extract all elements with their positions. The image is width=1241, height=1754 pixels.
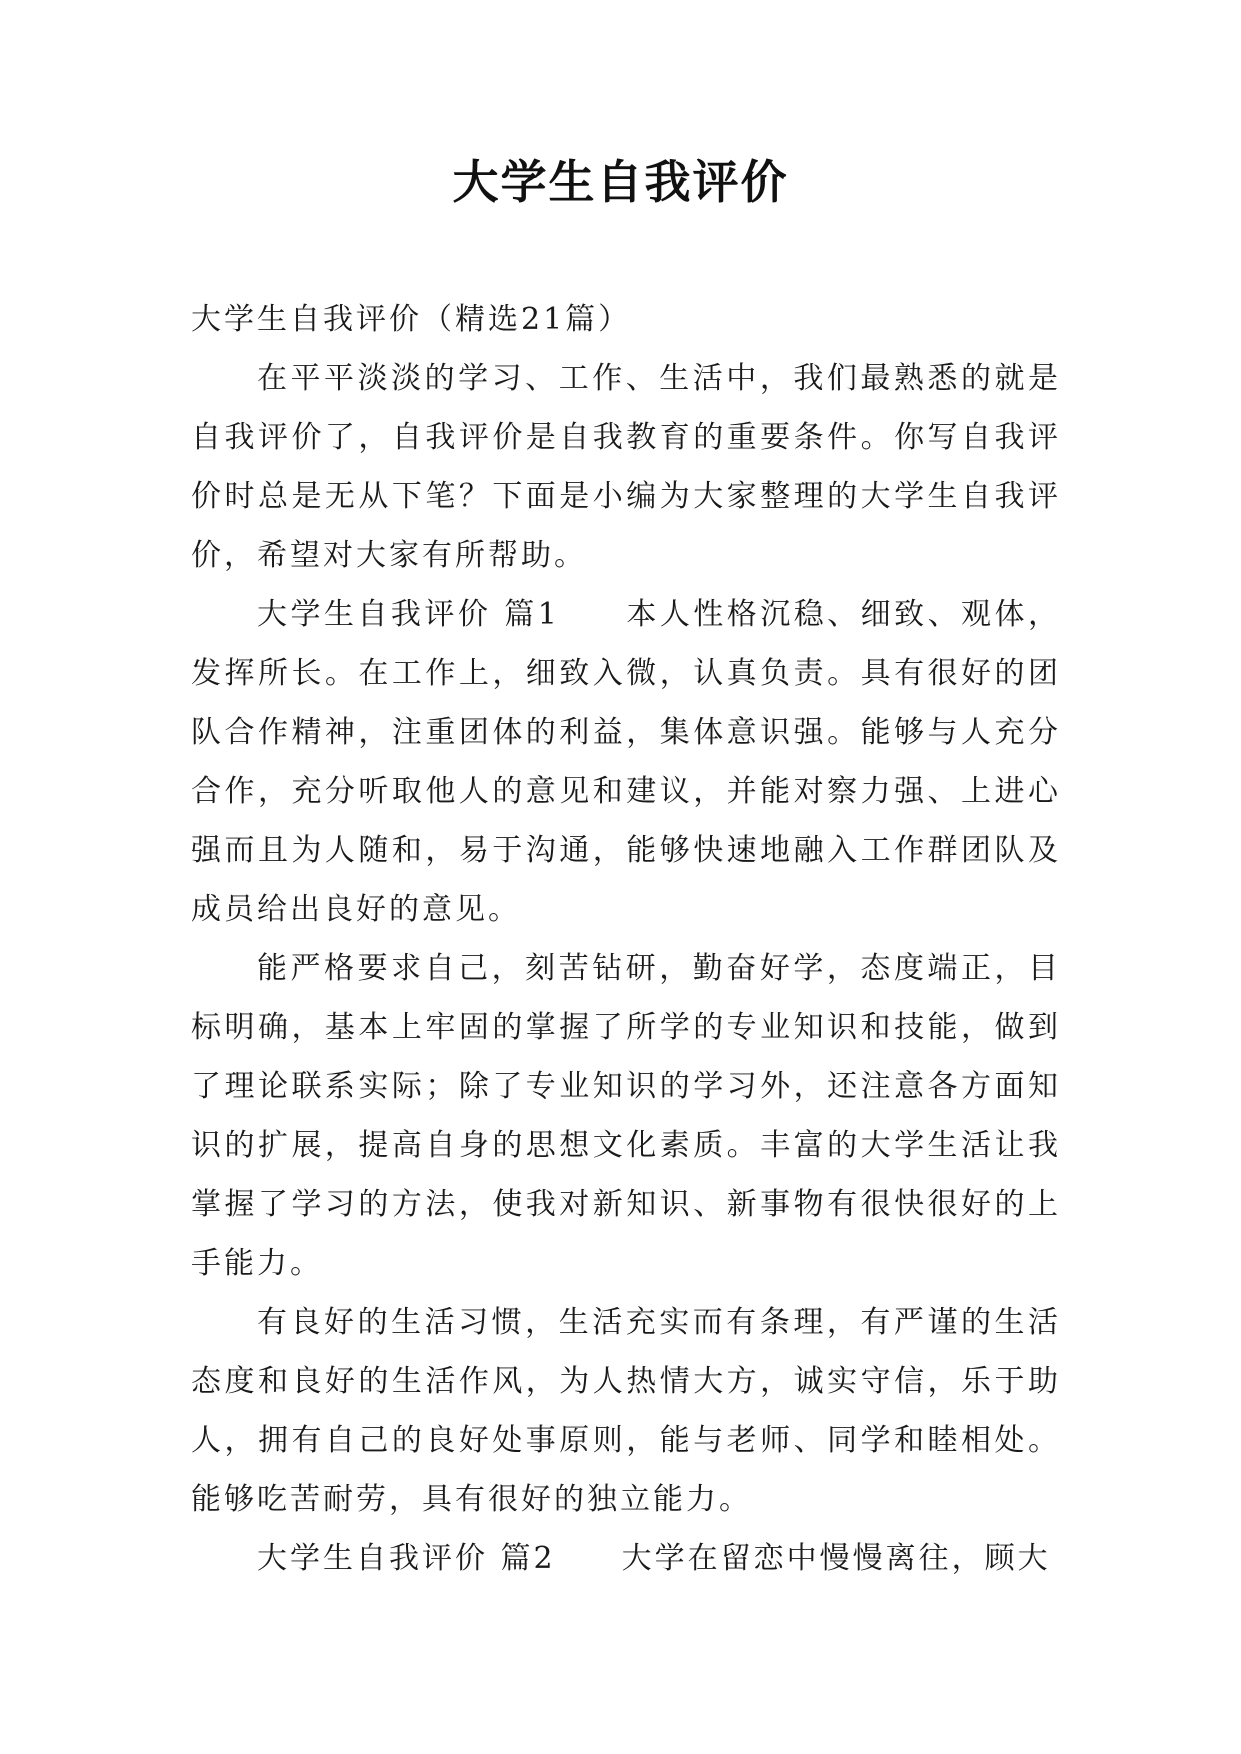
section-2-text: 大学在留恋中慢慢离往，顾大 [621,1541,1051,1576]
document-body [191,290,1061,1588]
study-paragraph: 能严格要求自己，刻苦钻研，勤奋好学，态度端正，目标明确，基本上牢固的掌握了所学的专业知识和技能，做到了理论联系实际；除了专业知识的学习外，还注意各方面知识的扩展，提高自身的思想文化素质。丰富的大学生活让我掌握了学习的方法，使我对新知识、新事物有很快很好的上手能力。 [191,951,1061,1281]
document-subtitle: 大学生自我评价（精选21篇） [191,302,632,337]
section-1-heading: 大学生自我评价 篇1 [257,597,560,632]
life-paragraph: 有良好的生活习惯，生活充实而有条理，有严谨的生活态度和良好的生活作风，为人热情大方，诚实守信，乐于助人，拥有自己的良好处事原则，能与老师、同学和睦相处。能够吃苦耐劳，具有很好的独立能力。 [191,1305,1061,1517]
section-1-text: 本人性格沉稳、细致、观体，发挥所长。在工作上，细致入微，认真负责。具有很好的团队合作精神，注重团体的利益，集体意识强。能够与人充分合作，充分听取他人的意见和建议，并能对察力强、上进心强而且为人随和，易于沟通，能够快速地融入工作群团队及成员给出良好的意见。 [191,597,1062,927]
section-2-heading: 大学生自我评价 篇2 [257,1541,556,1576]
section-1-paragraph [191,585,1061,939]
document-title: 大学生自我评价 [452,155,789,209]
section-2-paragraph [191,1529,1061,1588]
intro-paragraph: 在平平淡淡的学习、工作、生活中，我们最熟悉的就是自我评价了，自我评价是自我教育的重要条件。你写自我评价时总是无从下笔？下面是小编为大家整理的大学生自我评价，希望对大家有所帮助。 [191,361,1061,573]
